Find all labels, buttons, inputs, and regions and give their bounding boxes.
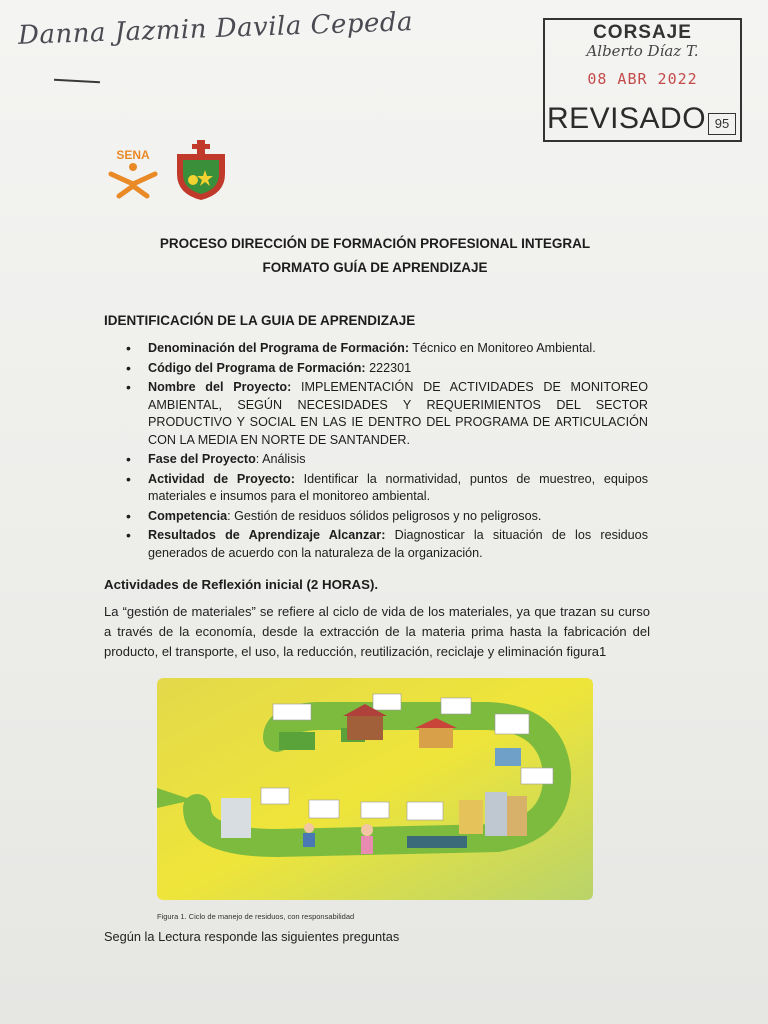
item-value: Diagnosticar la situación de los residuos generados de acuerdo con la naturaleza de la organización. bbox=[148, 528, 648, 560]
identification-list bbox=[120, 340, 648, 564]
item-label: Actividad de Proyecto: bbox=[148, 471, 295, 486]
stamp-number: 95 bbox=[708, 113, 736, 135]
closing-instruction: Según la Lectura responde las siguientes preguntas bbox=[104, 929, 400, 944]
item-label: Resultados de Aprendizaje Alcanzar: bbox=[148, 528, 386, 542]
item-label: Denominación del Programa de Formación: bbox=[148, 341, 410, 355]
header-line-1: PROCESO DIRECCIÓN DE FORMACIÓN PROFESIONAL INTEGRAL bbox=[159, 236, 591, 251]
figure-caption: Figura 1. Ciclo de manejo de residuos, con responsabilidad bbox=[157, 912, 355, 921]
document-header bbox=[150, 232, 600, 280]
sena-logo-text: SENA bbox=[116, 148, 150, 162]
list-item bbox=[120, 451, 648, 469]
item-label: Nombre del Proyecto: bbox=[148, 380, 292, 394]
list-item bbox=[120, 379, 648, 449]
item-label: Competencia bbox=[148, 508, 228, 523]
identification-title: IDENTIFICACIÓN DE LA GUIA DE APRENDIZAJE bbox=[104, 313, 416, 328]
item-value: 222301 bbox=[365, 360, 412, 375]
reflection-title: Actividades de Reflexión inicial (2 HORAS). bbox=[104, 577, 379, 592]
stamp-organization: CORSAJE bbox=[593, 22, 692, 43]
stamp-signature: Alberto Díaz T. bbox=[586, 42, 699, 60]
item-value: Técnico en Monitoreo Ambiental. bbox=[409, 341, 596, 355]
review-stamp bbox=[543, 18, 742, 142]
header-line-2: FORMATO GUÍA DE APRENDIZAJE bbox=[262, 260, 488, 275]
institution-shield-logo bbox=[173, 140, 229, 202]
list-item bbox=[120, 340, 648, 358]
item-label: Código del Programa de Formación: bbox=[148, 360, 366, 375]
item-value: IMPLEMENTACIÓN DE ACTIVIDADES DE MONITOREO AMBIENTAL, SEGÚN NECESIDADES Y REQUERIMIENTOS DEL SECTOR PRODUCTIVO Y SOCIAL EN LAS IE DENTRO DEL PROGRAMA DE ARTICULACIÓN CON LA MEDIA EN NORTE DE SANTANDER. bbox=[148, 380, 648, 447]
item-value: Identificar la normatividad, puntos de muestreo, equipos materiales e insumos para el monitoreo ambiental. bbox=[148, 471, 648, 503]
item-value: : Gestión de residuos sólidos peligrosos y no peligrosos. bbox=[227, 508, 542, 523]
list-item bbox=[120, 360, 648, 378]
list-item bbox=[120, 527, 648, 562]
item-label: Fase del Proyecto bbox=[148, 452, 256, 466]
stamp-status: REVISADO bbox=[547, 102, 707, 135]
list-item bbox=[120, 471, 648, 506]
handwritten-dash bbox=[54, 79, 100, 83]
reflection-paragraph: La “gestión de materiales” se refiere al ciclo de vida de los materiales, ya que trazan su curso a través de la economía, desde la extracción de la materia prima hasta la fabricación del producto, el transporte, el uso, la reducción, reutilización, reciclaje y eliminación figura1 bbox=[104, 604, 650, 659]
list-item bbox=[120, 508, 648, 526]
sena-logo bbox=[105, 146, 161, 202]
handwritten-student-name: Danna Jazmin Davila Cepeda bbox=[17, 7, 414, 51]
item-value: : Análisis bbox=[255, 452, 306, 466]
waste-cycle-figure bbox=[157, 678, 593, 900]
stamp-date: 08 ABR 2022 bbox=[587, 70, 698, 88]
